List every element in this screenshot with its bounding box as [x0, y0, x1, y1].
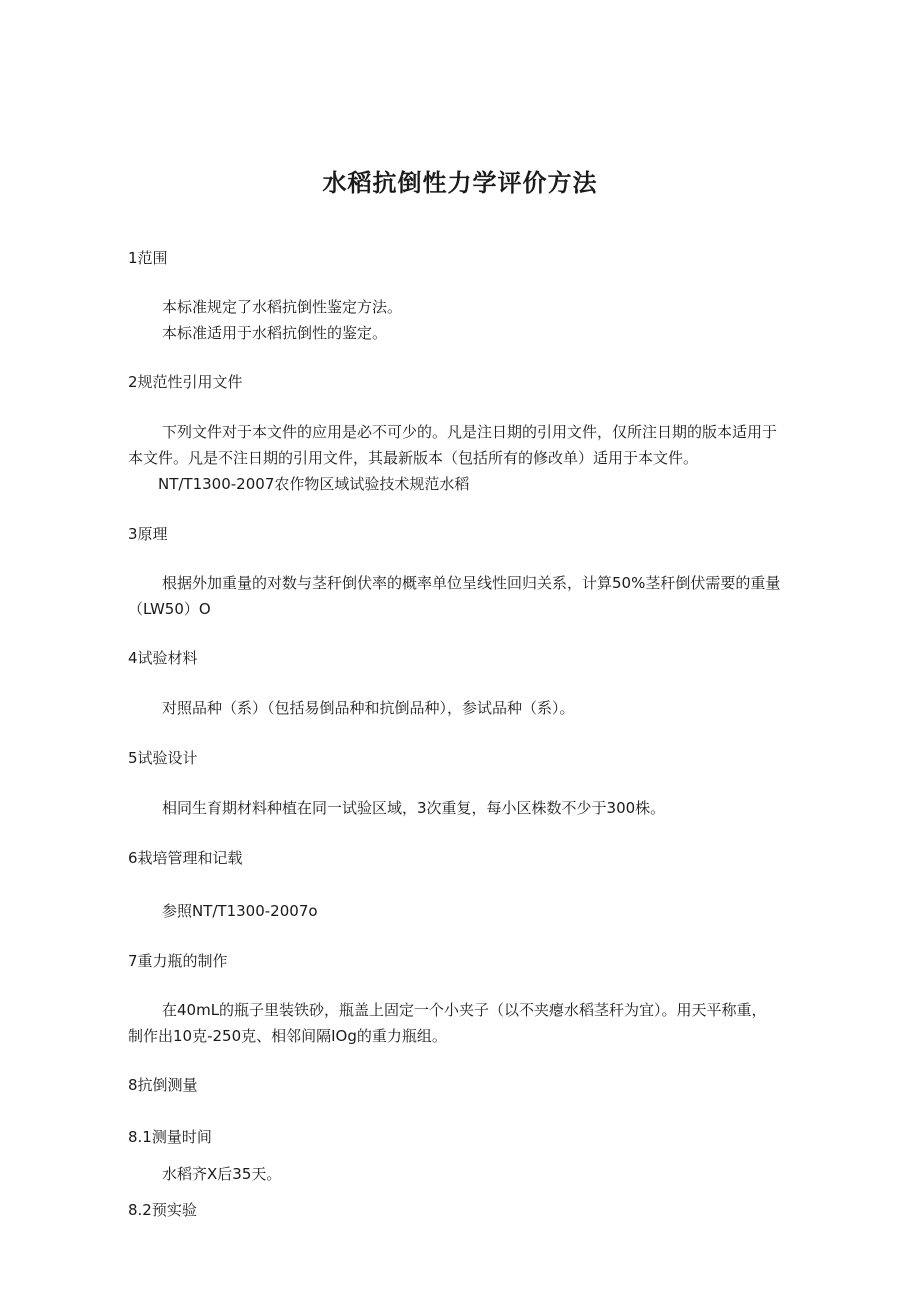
section-heading-normative-references: 2规范性引用文件: [128, 373, 243, 391]
subsection-heading-measurement-time: 8.1测量时间: [128, 1128, 212, 1146]
section-body-cultivation: [128, 898, 796, 924]
paragraph-line: 下列文件对于本文件的应用是必不可少的。凡是注日期的引用文件，仅所注日期的版本适用于: [162, 423, 778, 441]
paragraph-line: 对照品种（系）（包括易倒品种和抗倒品种），参试品种（系）。: [162, 699, 575, 717]
section-heading-scope: 1范围: [128, 249, 168, 267]
paragraph-line: 本标准适用于水稻抗倒性的鉴定。: [162, 324, 388, 342]
section-body-gravity-bottle: [128, 997, 796, 1049]
subsection-body-measurement-time: [128, 1161, 796, 1187]
paragraph-line: 相同生育期材料种植在同一试验区域，3次重复，每小区株数不少于300株。: [162, 799, 666, 817]
paragraph-line: 在40mL的瓶子里装铁砂，瓶盖上固定一个小夹子（以不夹瘪水稻茎秆为宜）。用天平称重，: [162, 1001, 767, 1019]
paragraph-line: 水稻齐X后35天。: [162, 1165, 282, 1183]
paragraph-line: 根据外加重量的对数与茎秆倒伏率的概率单位呈线性回归关系，计算50%茎秆倒伏需要的重量: [162, 574, 781, 592]
paragraph-line: （LW50）O: [128, 600, 211, 618]
section-heading-cultivation: 6栽培管理和记载: [128, 849, 243, 867]
document-title: 水稻抗倒性力学评价方法: [322, 169, 598, 197]
section-heading-gravity-bottle: 7重力瓶的制作: [128, 952, 228, 970]
section-heading-test-materials: 4试验材料: [128, 649, 198, 667]
paragraph-line: 制作出10克-250克、相邻间隔IOg的重力瓶组。: [128, 1027, 447, 1045]
reference-line: NT/T1300-2007农作物区域试验技术规范水稻: [158, 475, 470, 493]
section-body-test-design: [128, 795, 796, 821]
section-body-test-materials: [128, 695, 796, 721]
section-heading-test-design: 5试验设计: [128, 749, 198, 767]
paragraph-line: 本文件。凡是不注日期的引用文件，其最新版本（包括所有的修改单）适用于本文件。: [128, 449, 699, 467]
section-body-scope: [128, 294, 796, 346]
subsection-heading-pre-experiment: 8.2预实验: [128, 1201, 197, 1219]
section-body-principle: [128, 570, 796, 622]
paragraph-line: 本标准规定了水稻抗倒性鉴定方法。: [162, 298, 403, 316]
section-heading-lodging-measurement: 8抗倒测量: [128, 1076, 198, 1094]
section-body-normative-references: [128, 419, 796, 497]
section-heading-principle: 3原理: [128, 525, 168, 543]
paragraph-line: 参照NT/T1300-2007o: [162, 902, 318, 920]
